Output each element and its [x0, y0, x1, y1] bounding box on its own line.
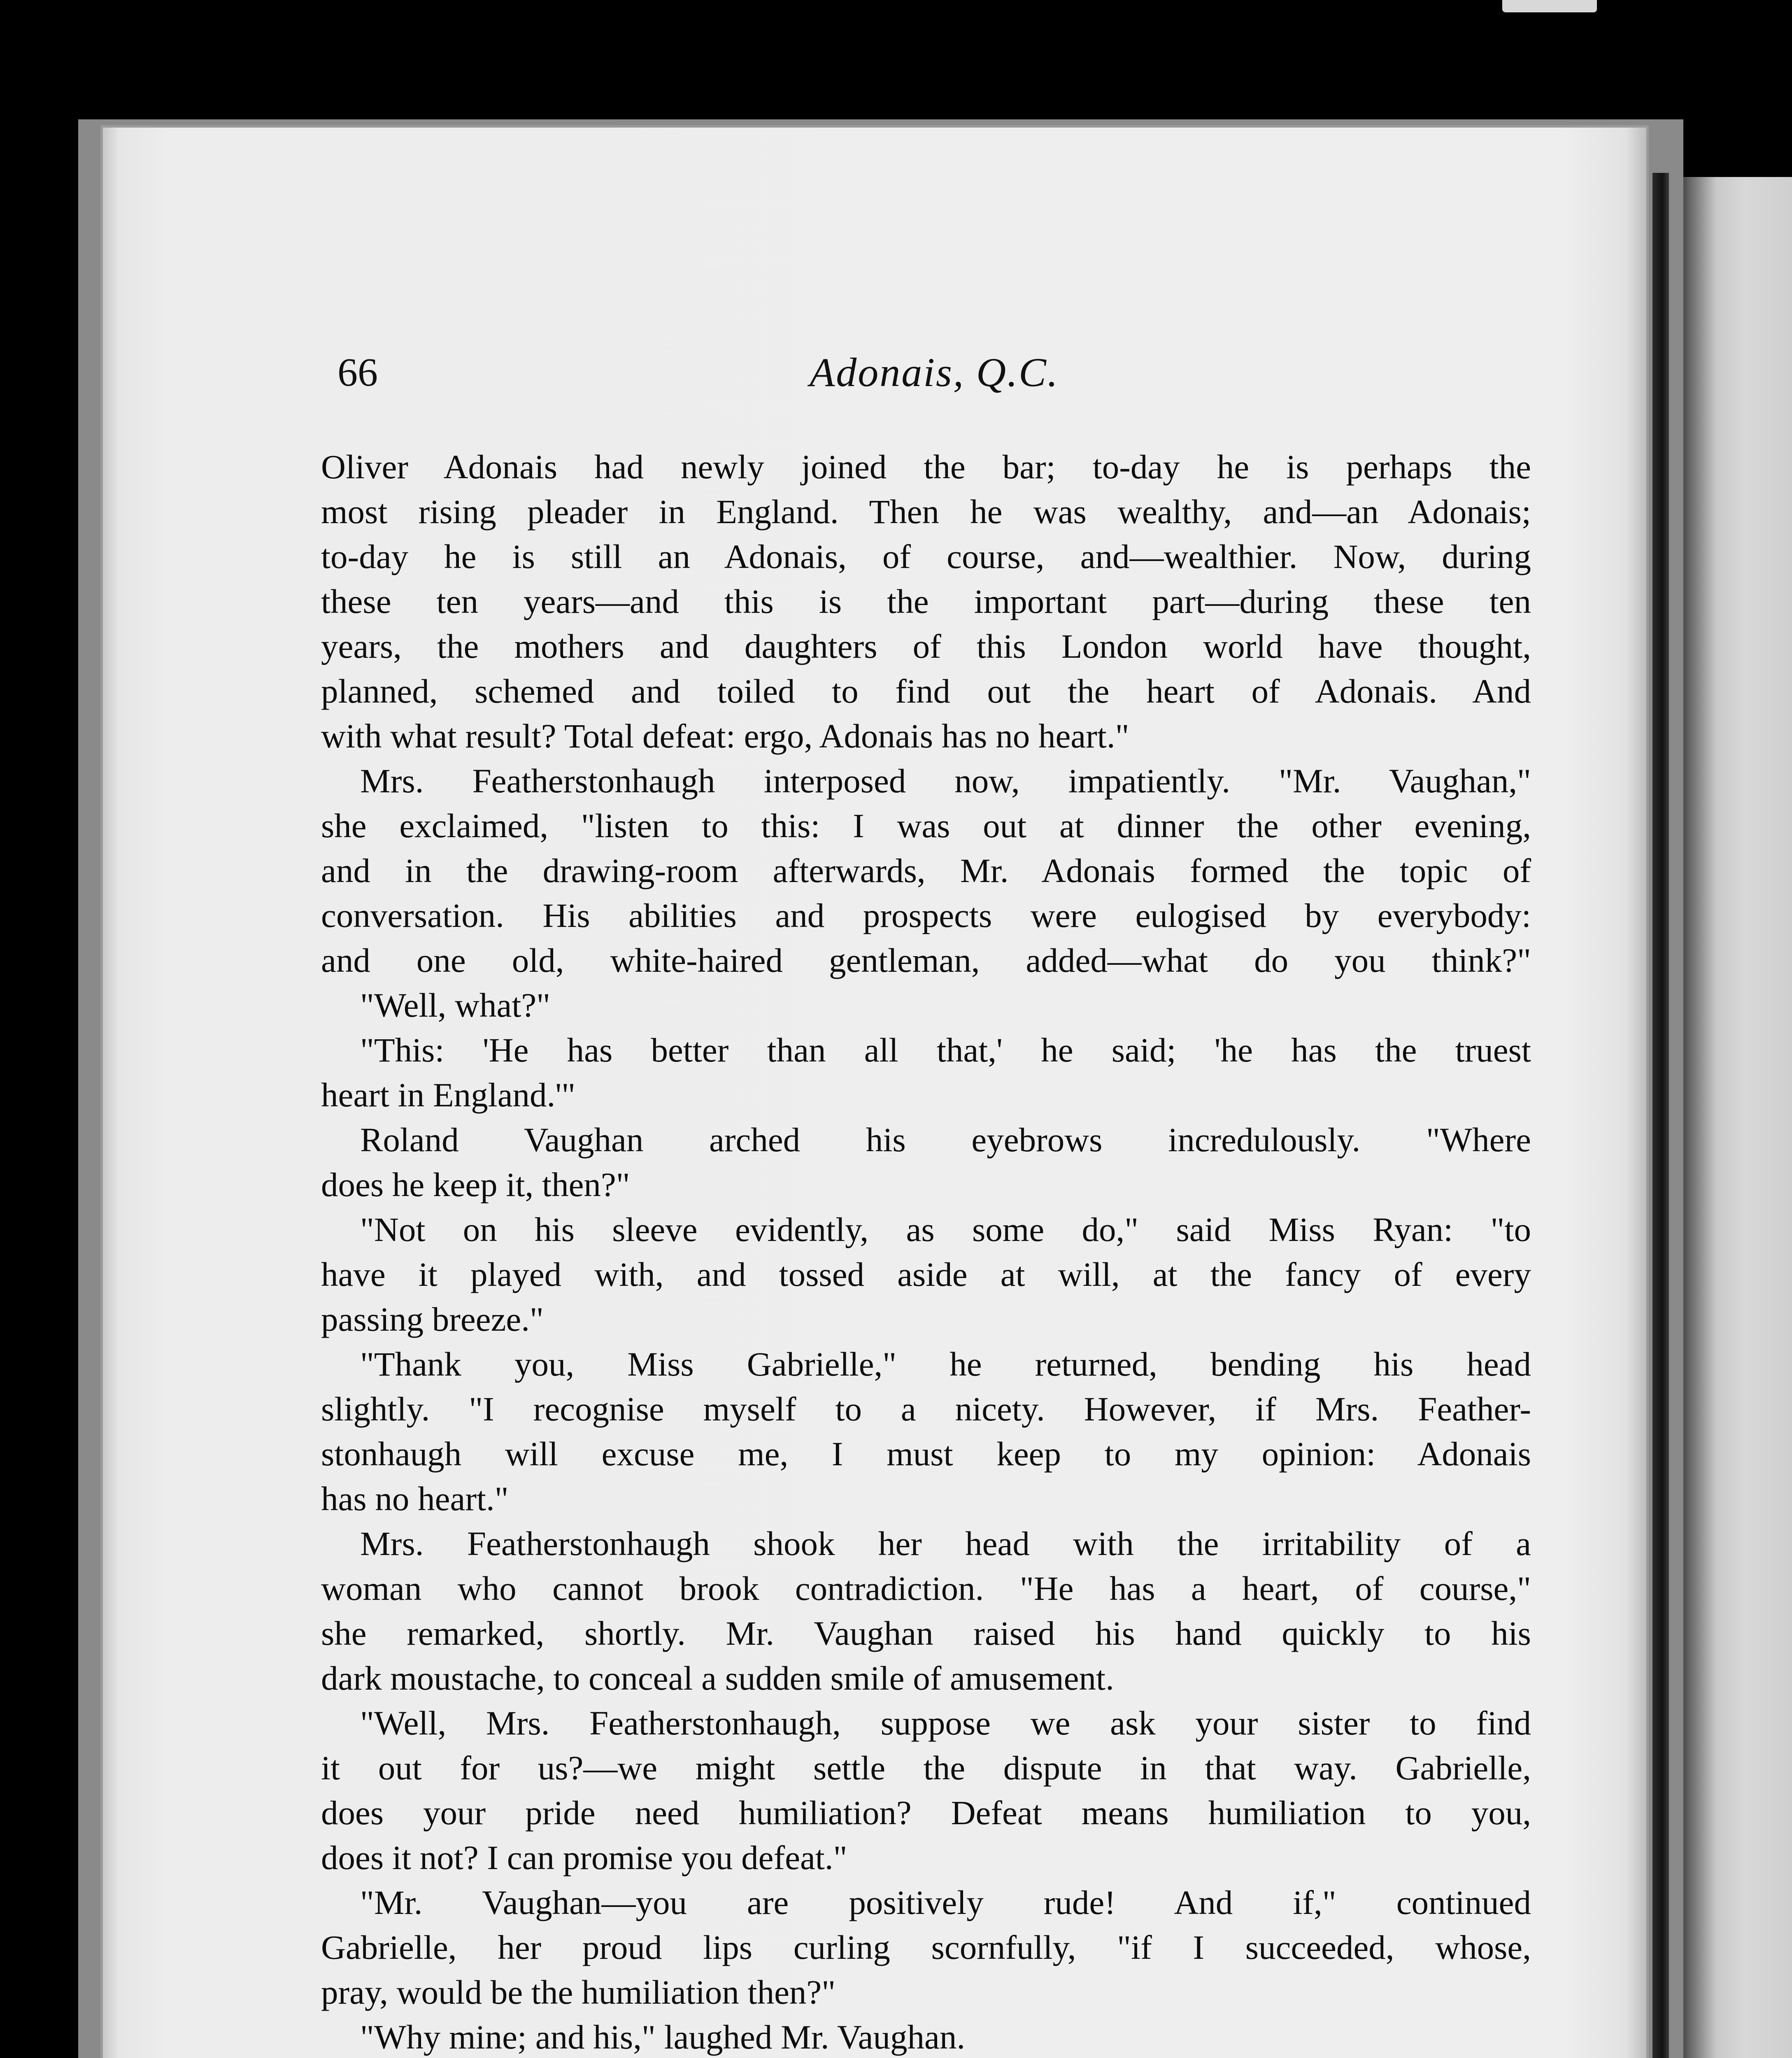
text-line: Oliver Adonais had newly joined the bar; to-day he is perhaps the [321, 448, 1531, 486]
text-line: and in the drawing-room afterwards, Mr. Adonais formed the topic of [321, 852, 1531, 889]
text-line: Mrs. Featherstonhaugh interposed now, impatiently. "Mr. Vaughan," [360, 762, 1531, 800]
page-number: 66 [337, 350, 378, 395]
text-line: "Why mine; and his," laughed Mr. Vaughan. [360, 2018, 966, 2056]
text-line: pray, would be the humiliation then?" [321, 1973, 836, 2011]
text-line: "Not on his sleeve evidently, as some do," said Miss Ryan: "to [360, 1211, 1531, 1248]
facing-page-edge [1679, 177, 1792, 2058]
text-line: these ten years—and this is the important part—during these ten [321, 582, 1531, 620]
running-title: Adonais, Q.C. [810, 349, 1059, 395]
scan-edge-tab [1502, 0, 1597, 12]
text-line: "This: 'He has better than all that,' he said; 'he has the truest [360, 1031, 1531, 1069]
text-line: "Well, Mrs. Featherstonhaugh, suppose we ask your sister to find [360, 1704, 1531, 1742]
text-line: slightly. "I recognise myself to a nicety. However, if Mrs. Feather- [321, 1390, 1531, 1428]
text-line: heart in England.'" [321, 1076, 576, 1114]
text-line: years, the mothers and daughters of this London world have thought, [321, 627, 1531, 665]
text-line: "Thank you, Miss Gabrielle," he returned, bending his head [360, 1345, 1531, 1383]
text-line: she exclaimed, "listen to this: I was out at dinner the other evening, [321, 807, 1531, 845]
text-line: and one old, white-haired gentleman, added—what do you think?" [321, 941, 1531, 979]
text-line: planned, schemed and toiled to find out the heart of Adonais. And [321, 672, 1531, 710]
text-line: "Mr. Vaughan—you are positively rude! And if," continued [360, 1883, 1531, 1921]
text-line: "Well, what?" [360, 986, 551, 1024]
text-line: does it not? I can promise you defeat." [321, 1839, 847, 1876]
text-line: woman who cannot brook contradiction. "He has a heart, of course," [321, 1569, 1531, 1607]
book-gutter [1652, 173, 1669, 2058]
text-line: does your pride need humiliation? Defeat means humiliation to you, [321, 1794, 1531, 1832]
text-line: Roland Vaughan arched his eyebrows incredulously. "Where [360, 1121, 1531, 1159]
text-line: passing breeze." [321, 1300, 544, 1338]
text-line: Mrs. Featherstonhaugh shook her head with the irritability of a [360, 1525, 1531, 1562]
page-header [337, 346, 1531, 399]
text-line: stonhaugh will excuse me, I must keep to my opinion: Adonais [321, 1435, 1531, 1473]
text-line: has no heart." [321, 1480, 509, 1518]
text-line: most rising pleader in England. Then he was wealthy, and—an Adonais; [321, 493, 1531, 531]
text-line: it out for us?—we might settle the dispute in that way. Gabrielle, [321, 1749, 1531, 1787]
text-line: she remarked, shortly. Mr. Vaughan raised his hand quickly to his [321, 1614, 1531, 1652]
text-line: Gabrielle, her proud lips curling scornfully, "if I succeeded, whose, [321, 1928, 1531, 1966]
text-line: have it played with, and tossed aside at will, at the fancy of every [321, 1255, 1531, 1293]
text-line: to-day he is still an Adonais, of course, and—wealthier. Now, during [321, 538, 1531, 575]
text-line: conversation. His abilities and prospects were eulogised by everybody: [321, 896, 1531, 934]
text-line: with what result? Total defeat: ergo, Adonais has no heart." [321, 717, 1129, 755]
text-line: does he keep it, then?" [321, 1166, 630, 1204]
body-text [321, 445, 1531, 2058]
text-line: dark moustache, to conceal a sudden smile of amusement. [321, 1659, 1114, 1697]
